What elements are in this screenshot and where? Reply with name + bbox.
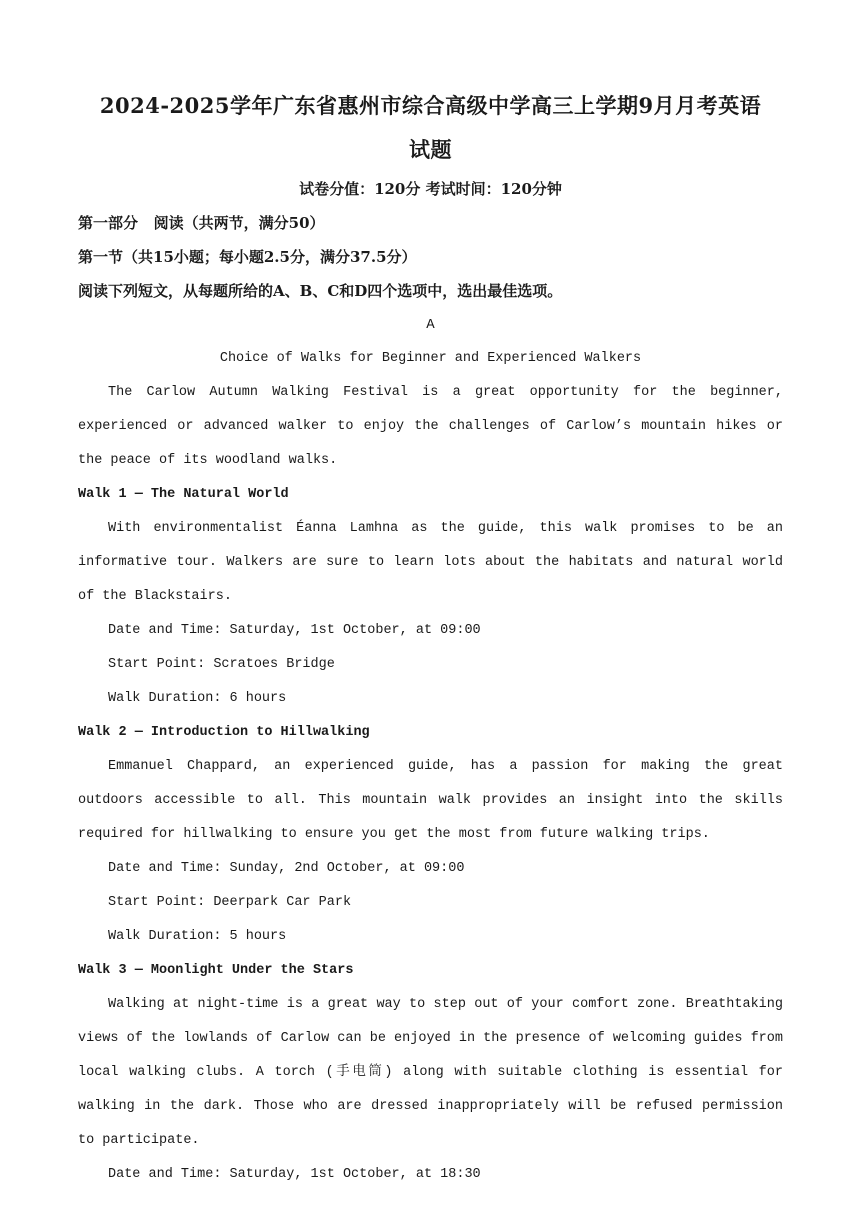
- instructions: 阅读下列短文，从每题所给的A、B、C和D四个选项中，选出最佳选项。: [78, 282, 563, 300]
- passage-intro: The Carlow Autumn Walking Festival is a great opportunity for the beginner, experienced or advanced walker to enjoy the challenges of Carlow’s mountain hikes or the peace of its woodland walks.: [78, 385, 783, 468]
- section-heading: 第一节（共15小题；每小题2.5分，满分37.5分）: [78, 248, 417, 266]
- passage-label: A: [426, 317, 435, 333]
- walk-3-heading: Walk 3 — Moonlight Under the Stars: [78, 963, 354, 978]
- walk-1-date-time: Date and Time: Saturday, 1st October, at 09:00: [108, 623, 481, 638]
- walk-1-description: With environmentalist Éanna Lamhna as the guide, this walk promises to be an informative tour. Walkers are sure to learn lots about the habitats and natural world of the Blackstairs.: [78, 521, 783, 604]
- document-title-line1: 2024-2025学年广东省惠州市综合高级中学高三上学期9月月考英语: [99, 93, 762, 118]
- document-page: [78, 84, 783, 1192]
- part-heading: 第一部分 阅读（共两节，满分50）: [78, 214, 325, 232]
- walk-2-duration: Walk Duration: 5 hours: [108, 929, 287, 944]
- walk-1-start-point: Start Point: Scratoes Bridge: [108, 657, 335, 672]
- walk-2-start-point: Start Point: Deerpark Car Park: [108, 895, 352, 910]
- passage-title: Choice of Walks for Beginner and Experienced Walkers: [219, 351, 642, 366]
- walk-2-date-time: Date and Time: Sunday, 2nd October, at 09:00: [108, 861, 465, 876]
- exam-info: 试卷分值：120分 考试时间：120分钟: [299, 180, 562, 198]
- walk-1-duration: Walk Duration: 6 hours: [108, 691, 287, 706]
- walk-3-date-time: Date and Time: Saturday, 1st October, at 18:30: [108, 1167, 481, 1182]
- walk-3-description: Walking at night-time is a great way to step out of your comfort zone. Breathtaking views of the lowlands of Carlow can be enjoyed in the presence of welcoming guides from local walking clubs. A torch (手电筒) along with suitable clothing is essential for walking in the dark. Those who are dressed inappropriately will be refused permission to participate.: [78, 997, 783, 1148]
- walk-1-heading: Walk 1 — The Natural World: [78, 487, 289, 502]
- walk-2-heading: Walk 2 — Introduction to Hillwalking: [78, 725, 370, 740]
- walk-2-description: Emmanuel Chappard, an experienced guide, has a passion for making the great outdoors accessible to all. This mountain walk provides an insight into the skills required for hillwalking to ensure you get the most from future walking trips.: [78, 759, 783, 842]
- document-title-line2: 试题: [409, 137, 452, 162]
